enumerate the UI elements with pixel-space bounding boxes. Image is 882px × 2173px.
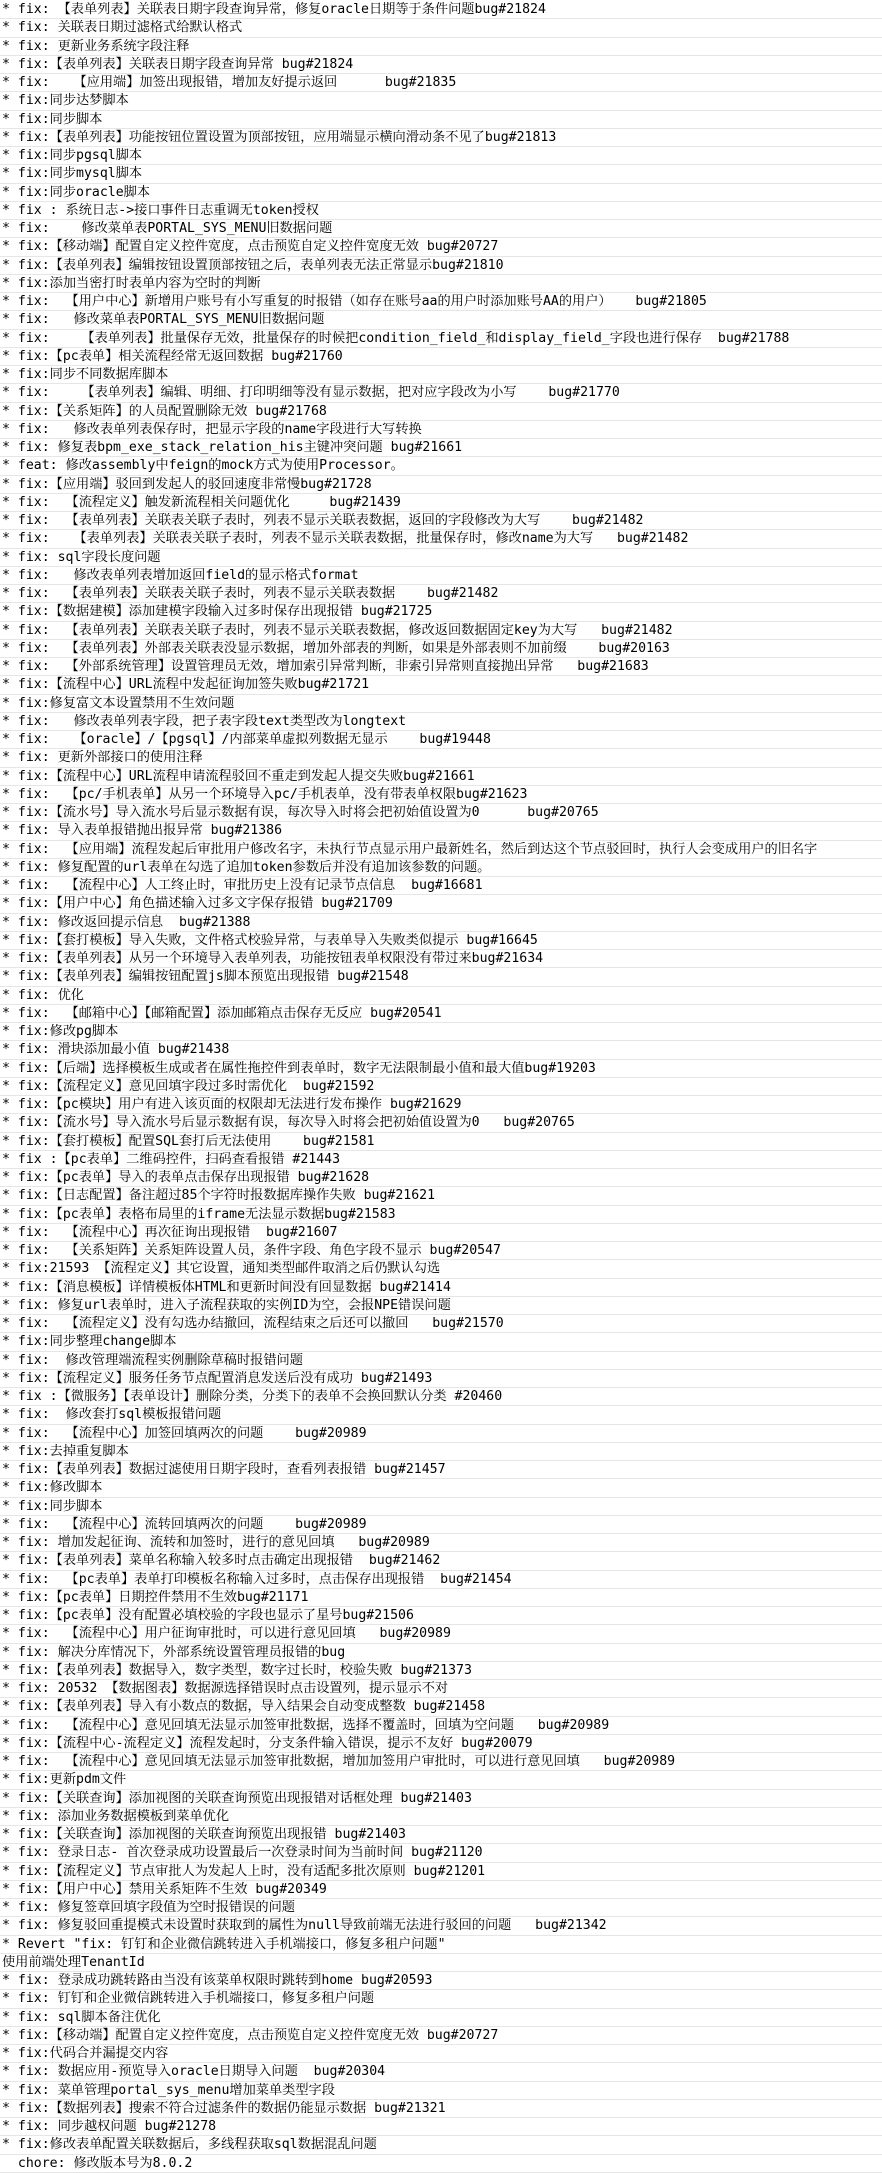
- commit-log-line: * fix: 修改管理端流程实例删除草稿时报错问题: [0, 1352, 882, 1370]
- commit-log-line: * fix:【表单列表】导入有小数点的数据，导入结果会自动变成整数 bug#21458: [0, 1698, 882, 1716]
- commit-log-line: * fix:【pc表单】相关流程经常无返回数据 bug#21760: [0, 348, 882, 366]
- commit-log-line: * fix: 【流程定义】没有勾选办结撤回，流程结束之后还可以撤回 bug#21570: [0, 1315, 882, 1333]
- commit-log-line: * fix: 钉钉和企业微信跳转进入手机端接口，修复多租户问题: [0, 1990, 882, 2008]
- commit-log-line: * fix: 【表单列表】关联表关联子表时，列表不显示关联表数据，修改返回数据固定key为大写 bug#21482: [0, 622, 882, 640]
- commit-log-line: * fix: 优化: [0, 987, 882, 1005]
- commit-log-line: * fix: 更新外部接口的使用注释: [0, 749, 882, 767]
- commit-log-line: * fix:同步oracle脚本: [0, 184, 882, 202]
- commit-log-line: * fix: 登录成功跳转路由当没有该菜单权限时跳转到home bug#20593: [0, 1972, 882, 1990]
- commit-log-line: * fix:【表单列表】功能按钮位置设置为顶部按钮，应用端显示横向滑动条不见了bug#21813: [0, 129, 882, 147]
- commit-log-line: * fix:【表单列表】编辑按钮配置js脚本预览出现报错 bug#21548: [0, 968, 882, 986]
- commit-log-line: * fix:【套打模板】导入失败，文件格式校验异常，与表单导入失败类似提示 bug#16645: [0, 932, 882, 950]
- commit-log-line: * fix: 修复配置的url表单在勾选了追加token参数后并没有追加该参数的问题。: [0, 859, 882, 877]
- commit-log-line: * fix :【pc表单】二维码控件，扫码查看报错 #21443: [0, 1151, 882, 1169]
- commit-log-line: * fix:【pc表单】没有配置必填校验的字段也显示了星号bug#21506: [0, 1607, 882, 1625]
- commit-log-line: * fix: 【表单列表】关联表关联子表时，列表不显示关联表数据，返回的字段修改为大写 bug#21482: [0, 512, 882, 530]
- commit-log-line: * fix:去掉重复脚本: [0, 1443, 882, 1461]
- commit-log-line: * fix: 【邮箱中心】【邮箱配置】添加邮箱点击保存无反应 bug#20541: [0, 1005, 882, 1023]
- commit-log-line: * feat: 修改assembly中feign的mock方式为使用Processor。: [0, 457, 882, 475]
- commit-log-line: * fix: 添加业务数据模板到菜单优化: [0, 1808, 882, 1826]
- commit-log-line: * fix:【表单列表】关联表日期字段查询异常 bug#21824: [0, 56, 882, 74]
- commit-log-line: * fix: 菜单管理portal_sys_menu增加菜单类型字段: [0, 2082, 882, 2100]
- commit-log-line: * fix: sql脚本备注优化: [0, 2009, 882, 2027]
- commit-log-line: * fix:【移动端】配置自定义控件宽度，点击预览自定义控件宽度无效 bug#20727: [0, 2027, 882, 2045]
- commit-log-line: * fix: 同步越权问题 bug#21278: [0, 2118, 882, 2136]
- commit-log-line: * fix: 【表单列表】关联表关联子表时，列表不显示关联表数据，批量保存时，修改name为大写 bug#21482: [0, 530, 882, 548]
- commit-log-line: * fix: 【应用端】加签出现报错，增加友好提示返回 bug#21835: [0, 74, 882, 92]
- commit-log-line: * fix:【pc表单】导入的表单点击保存出现报错 bug#21628: [0, 1169, 882, 1187]
- commit-log-line: * fix: 【表单列表】关联表关联子表时，列表不显示关联表数据 bug#21482: [0, 585, 882, 603]
- commit-log-line: * fix: 【流程中心】人工终止时，审批历史上没有记录节点信息 bug#16681: [0, 877, 882, 895]
- commit-log-line: * fix:同步脚本: [0, 1498, 882, 1516]
- commit-log-line: * fix:【表单列表】数据导入，数字类型，数字过长时，校验失败 bug#21373: [0, 1662, 882, 1680]
- commit-log-line: * fix: 修复驳回重提模式未设置时获取到的属性为null导致前端无法进行驳回的问题 bug#21342: [0, 1917, 882, 1935]
- commit-log-line: * fix:添加当密打时表单内容为空时的判断: [0, 275, 882, 293]
- commit-log-line: * fix:【关联查询】添加视图的关联查询预览出现报错对话框处理 bug#21403: [0, 1790, 882, 1808]
- commit-log-line: * fix: 登录日志- 首次登录成功设置最后一次登录时间为当前时间 bug#21120: [0, 1844, 882, 1862]
- commit-log-line: * fix: 修改菜单表PORTAL_SYS_MENU旧数据问题: [0, 220, 882, 238]
- commit-log-line: * fix:【流程定义】意见回填字段过多时需优化 bug#21592: [0, 1078, 882, 1096]
- commit-log-line: * fix: 【流程中心】再次征询出现报错 bug#21607: [0, 1224, 882, 1242]
- commit-log-line: * fix: 20532 【数据图表】数据源选择错误时点击设置列，提示显示不对: [0, 1680, 882, 1698]
- commit-log-line: * fix: 修改表单列表增加返回field的显示格式format: [0, 567, 882, 585]
- commit-log-line: * fix:【套打模板】配置SQL套打后无法使用 bug#21581: [0, 1133, 882, 1151]
- commit-log-line: * fix: 关联表日期过滤格式给默认格式: [0, 19, 882, 37]
- commit-log-line: * fix: sql字段长度问题: [0, 549, 882, 567]
- commit-log-line: * fix:同步脚本: [0, 111, 882, 129]
- commit-log-line: * fix:更新pdm文件: [0, 1771, 882, 1789]
- commit-log-line: * fix:修复富文本设置禁用不生效问题: [0, 695, 882, 713]
- commit-log-line: * Revert "fix: 钉钉和企业微信跳转进入手机端接口，修复多租户问题": [0, 1936, 882, 1954]
- commit-log-line: * fix:【关联查询】添加视图的关联查询预览出现报错 bug#21403: [0, 1826, 882, 1844]
- commit-log-line: * fix:同步mysql脚本: [0, 165, 882, 183]
- commit-log-line: * fix: 【用户中心】新增用户账号有小写重复的时报错（如存在账号aa的用户时添加账号AA的用户） bug#21805: [0, 293, 882, 311]
- commit-log-line: * fix:【pc模块】用户有进入该页面的权限却无法进行发布操作 bug#21629: [0, 1096, 882, 1114]
- commit-log-line: * fix: 修改菜单表PORTAL_SYS_MENU旧数据问题: [0, 311, 882, 329]
- commit-log-line: * fix: 修复url表单时，进入子流程获取的实例ID为空，会报NPE错误问题: [0, 1297, 882, 1315]
- commit-log-line: * fix:修改pg脚本: [0, 1023, 882, 1041]
- commit-log-line: * fix: 【pc/手机表单】从另一个环境导入pc/手机表单，没有带表单权限bug#21623: [0, 786, 882, 804]
- commit-log-line: * fix: 修改返回提示信息 bug#21388: [0, 914, 882, 932]
- commit-log-line: * fix:【流程中心】URL流程中发起征询加签失败bug#21721: [0, 676, 882, 694]
- commit-log-line: * fix: 【表单列表】编辑、明细、打印明细等没有显示数据，把对应字段改为小写 bug#21770: [0, 384, 882, 402]
- commit-log-line: * fix:【表单列表】数据过滤使用日期字段时，查看列表报错 bug#21457: [0, 1461, 882, 1479]
- commit-log-line: * fix: 【oracle】/【pgsql】/内部菜单虚拟列数据无显示 bug#19448: [0, 731, 882, 749]
- commit-log-line: * fix:同步pgsql脚本: [0, 147, 882, 165]
- commit-log-line: * fix:【表单列表】菜单名称输入较多时点击确定出现报错 bug#21462: [0, 1552, 882, 1570]
- commit-log-line: * fix :【微服务】【表单设计】删除分类，分类下的表单不会换回默认分类 #20460: [0, 1388, 882, 1406]
- commit-log-line: * fix:修改脚本: [0, 1479, 882, 1497]
- commit-log-line: * fix:【关系矩阵】的人员配置删除无效 bug#21768: [0, 403, 882, 421]
- commit-log-line: * fix: 【流程中心】流转回填两次的问题 bug#20989: [0, 1516, 882, 1534]
- commit-log-line: * fix: 解决分库情况下，外部系统设置管理员报错的bug: [0, 1644, 882, 1662]
- commit-log-line: * fix: 导入表单报错抛出报异常 bug#21386: [0, 822, 882, 840]
- commit-log-line: * fix:【流水号】导入流水号后显示数据有误，每次导入时将会把初始值设置为0 bug#20765: [0, 804, 882, 822]
- commit-log-line: * fix:同步不同数据库脚本: [0, 366, 882, 384]
- commit-log-line: * fix: 【流程定义】触发新流程相关问题优化 bug#21439: [0, 494, 882, 512]
- commit-log-line: * fix: 数据应用-预览导入oracle日期导入问题 bug#20304: [0, 2063, 882, 2081]
- commit-log-line: * fix: 修改表单列表字段，把子表字段text类型改为longtext: [0, 713, 882, 731]
- commit-log-line: * fix:【表单列表】从另一个环境导入表单列表，功能按钮表单权限没有带过来bug#21634: [0, 950, 882, 968]
- commit-log-line: * fix:21593 【流程定义】其它设置，通知类型邮件取消之后仍默认勾选: [0, 1260, 882, 1278]
- commit-log-line: * fix:【用户中心】角色描述输入过多文字保存报错 bug#21709: [0, 895, 882, 913]
- commit-log-line: * fix: 【流程中心】加签回填两次的问题 bug#20989: [0, 1425, 882, 1443]
- commit-log-line: * fix:【pc表单】表格布局里的iframe无法显示数据bug#21583: [0, 1206, 882, 1224]
- commit-log-line: * fix: 【表单列表】外部表关联表没显示数据，增加外部表的判断，如果是外部表则不加前缀 bug#20163: [0, 640, 882, 658]
- commit-log-line: * fix: 修复表bpm_exe_stack_relation_his主键冲突问题 bug#21661: [0, 439, 882, 457]
- commit-log-line: * fix: 更新业务系统字段注释: [0, 38, 882, 56]
- commit-log-line: * fix: 【表单列表】批量保存无效，批量保存的时候把condition_field_和display_field_字段也进行保存 bug#21788: [0, 330, 882, 348]
- commit-log-line: * fix:【消息模板】详情模板体HTML和更新时间没有回显数据 bug#21414: [0, 1279, 882, 1297]
- commit-log-line: * fix:【应用端】驳回到发起人的驳回速度非常慢bug#21728: [0, 476, 882, 494]
- commit-log-line: * fix:代码合并漏提交内容: [0, 2045, 882, 2063]
- commit-log-line: * fix : 系统日志->接口事件日志重调无token授权: [0, 202, 882, 220]
- commit-log-line: 使用前端处理TenantId: [0, 1954, 882, 1972]
- commit-log-line: * fix:【pc表单】日期控件禁用不生效bug#21171: [0, 1589, 882, 1607]
- commit-log-line: chore: 修改版本号为8.0.2: [0, 2155, 882, 2173]
- commit-log-line: * fix:【数据列表】搜索不符合过滤条件的数据仍能显示数据 bug#21321: [0, 2100, 882, 2118]
- commit-log-line: * fix: 【流程中心】用户征询审批时，可以进行意见回填 bug#20989: [0, 1625, 882, 1643]
- commit-log-line: * fix: 【关系矩阵】关系矩阵设置人员，条件字段、角色字段不显示 bug#20547: [0, 1242, 882, 1260]
- commit-log-line: * fix: 【应用端】流程发起后审批用户修改名字，未执行节点显示用户最新姓名，然后到达这个节点驳回时，执行人会变成用户的旧名字: [0, 841, 882, 859]
- commit-log-line: * fix: 修改套打sql模板报错问题: [0, 1406, 882, 1424]
- commit-log-line: * fix:【流程中心-流程定义】流程发起时，分支条件输入错误，提示不友好 bug#20079: [0, 1735, 882, 1753]
- commit-log-line: * fix: 增加发起征询、流转和加签时，进行的意见回填 bug#20989: [0, 1534, 882, 1552]
- commit-log-line: * fix: 【pc表单】表单打印模板名称输入过多时，点击保存出现报错 bug#21454: [0, 1571, 882, 1589]
- commit-log-line: * fix:【表单列表】编辑按钮设置顶部按钮之后，表单列表无法正常显示bug#21810: [0, 257, 882, 275]
- commit-log-line: * fix:【日志配置】备注超过85个字符时报数据库操作失败 bug#21621: [0, 1187, 882, 1205]
- commit-log-line: * fix:【流程中心】URL流程申请流程驳回不重走到发起人提交失败bug#21661: [0, 768, 882, 786]
- commit-log-line: * fix:【流水号】导入流水号后显示数据有误，每次导入时将会把初始值设置为0 bug#20765: [0, 1114, 882, 1132]
- commit-log-line: * fix: 【表单列表】关联表日期字段查询异常，修复oracle日期等于条件问题bug#21824: [0, 1, 882, 19]
- commit-log-line: * fix:【后端】选择模板生成或者在属性拖控件到表单时，数字无法限制最小值和最大值bug#19203: [0, 1060, 882, 1078]
- commit-log-line: * fix: 滑块添加最小值 bug#21438: [0, 1041, 882, 1059]
- commit-log-line: * fix:【用户中心】禁用关系矩阵不生效 bug#20349: [0, 1881, 882, 1899]
- commit-log-line: * fix: 修改表单列表保存时，把显示字段的name字段进行大写转换: [0, 421, 882, 439]
- commit-log-line: * fix:【流程定义】节点审批人为发起人上时，没有适配多批次原则 bug#21201: [0, 1863, 882, 1881]
- commit-log-line: * fix: 修复签章回填字段值为空时报错误的问题: [0, 1899, 882, 1917]
- commit-log-line: * fix:同步达梦脚本: [0, 92, 882, 110]
- commit-log-line: * fix:【移动端】配置自定义控件宽度，点击预览自定义控件宽度无效 bug#20727: [0, 238, 882, 256]
- commit-log-line: * fix: 【流程中心】意见回填无法显示加签审批数据，选择不覆盖时，回填为空问题 bug#20989: [0, 1717, 882, 1735]
- commit-log-line: * fix:【数据建模】添加建模字段输入过多时保存出现报错 bug#21725: [0, 603, 882, 621]
- commit-log-line: * fix:同步整理change脚本: [0, 1333, 882, 1351]
- commit-log-line: * fix:【流程定义】服务任务节点配置消息发送后没有成功 bug#21493: [0, 1370, 882, 1388]
- commit-log-line: * fix: 【流程中心】意见回填无法显示加签审批数据，增加加签用户审批时，可以进行意见回填 bug#20989: [0, 1753, 882, 1771]
- commit-log-line: * fix:修改表单配置关联数据后，多线程获取sql数据混乱问题: [0, 2136, 882, 2154]
- commit-log-line: * fix: 【外部系统管理】设置管理员无效，增加索引异常判断，非索引异常则直接抛出异常 bug#21683: [0, 658, 882, 676]
